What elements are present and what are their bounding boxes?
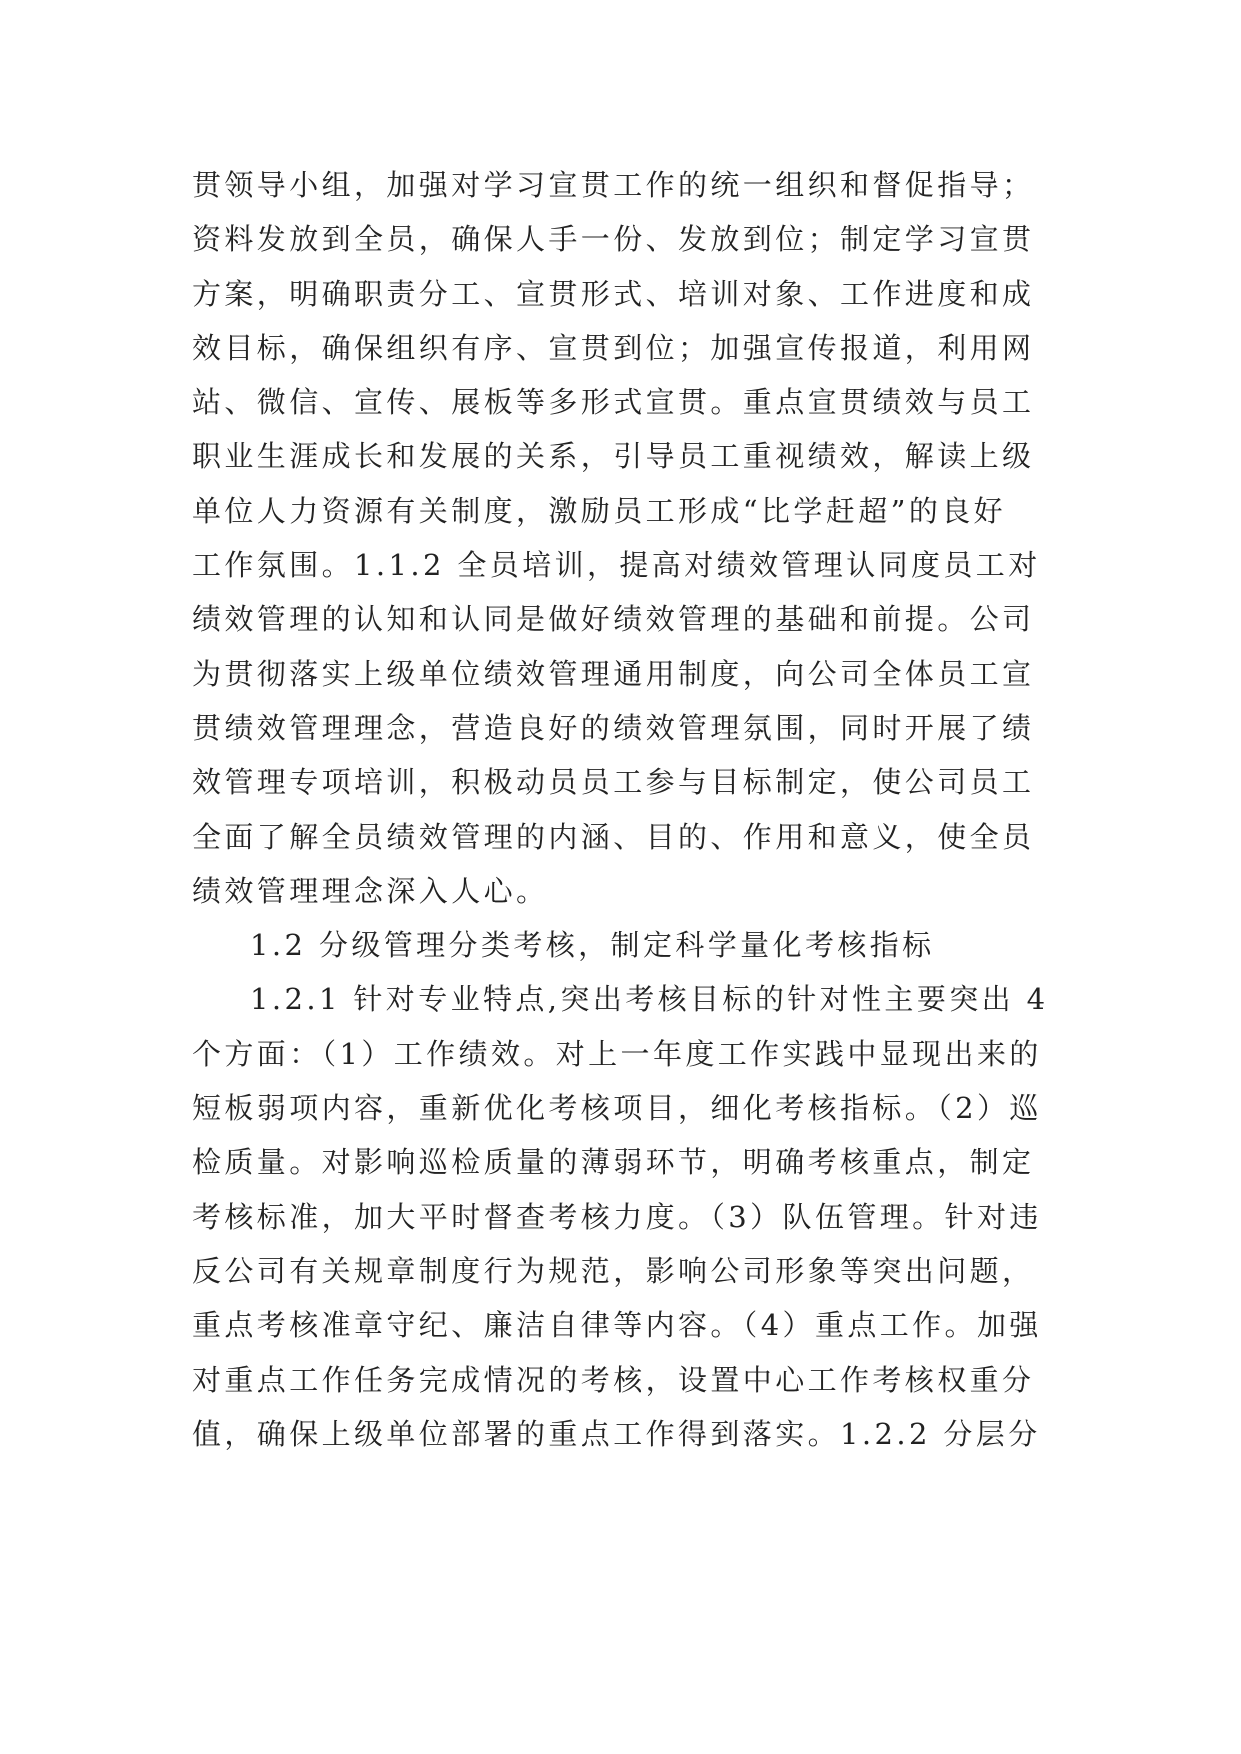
text-line: 短板弱项内容，重新优化考核项目，细化考核指标。（2）巡 [192,1091,1042,1126]
text-line: 职业生涯成长和发展的关系，引导员工重视绩效，解读上级 [192,439,1035,474]
text-line: 1.2.1 针对专业特点,突出考核目标的针对性主要突出 4 [250,982,1049,1017]
text-line: 重点考核准章守纪、廉洁自律等内容。（4）重点工作。加强 [192,1308,1042,1343]
text-line: 个方面：（1）工作绩效。对上一年度工作实践中显现出来的 [192,1036,1042,1071]
text-line: 效目标，确保组织有序、宣贯到位；加强宣传报道，利用网 [192,330,1035,365]
text-line: 值，确保上级单位部署的重点工作得到落实。1.2.2 分层分 [192,1416,1041,1451]
section-heading: 1.2 分级管理分类考核，制定科学量化考核指标 [250,928,935,963]
text-line: 工作氛围。1.1.2 全员培训，提高对绩效管理认同度员工对 [192,548,1041,583]
text-line: 资料发放到全员，确保人手一份、发放到位；制定学习宣贯 [192,222,1035,257]
text-line: 贯领导小组，加强对学习宣贯工作的统一组织和督促指导； [192,168,1035,202]
text-line: 全面了解全员绩效管理的内涵、目的、作用和意义，使全员 [192,819,1035,854]
text-line: 方案，明确职责分工、宣贯形式、培训对象、工作进度和成 [192,276,1035,311]
text-line: 反公司有关规章制度行为规范，影响公司形象等突出问题， [192,1253,1035,1288]
text-line: 检质量。对影响巡检质量的薄弱环节，明确考核重点，制定 [192,1145,1035,1180]
text-line: 对重点工作任务完成情况的考核，设置中心工作考核权重分 [192,1362,1035,1397]
text-line: 单位人力资源有关制度，激励员工形成“比学赶超”的良好 [192,493,1007,528]
text-line: 效管理专项培训，积极动员员工参与目标制定，使公司员工 [192,765,1035,800]
text-line: 贯绩效管理理念，营造良好的绩效管理氛围，同时开展了绩 [192,710,1035,745]
body-text [192,158,1052,1461]
text-line: 考核标准，加大平时督查考核力度。（3）队伍管理。针对违 [192,1199,1042,1234]
text-line: 站、微信、宣传、展板等多形式宣贯。重点宣贯绩效与员工 [192,385,1035,420]
text-line: 绩效管理理念深入人心。 [192,873,549,908]
text-line: 绩效管理的认知和认同是做好绩效管理的基础和前提。公司 [192,602,1035,637]
text-line: 为贯彻落实上级单位绩效管理通用制度，向公司全体员工宣 [192,656,1035,691]
